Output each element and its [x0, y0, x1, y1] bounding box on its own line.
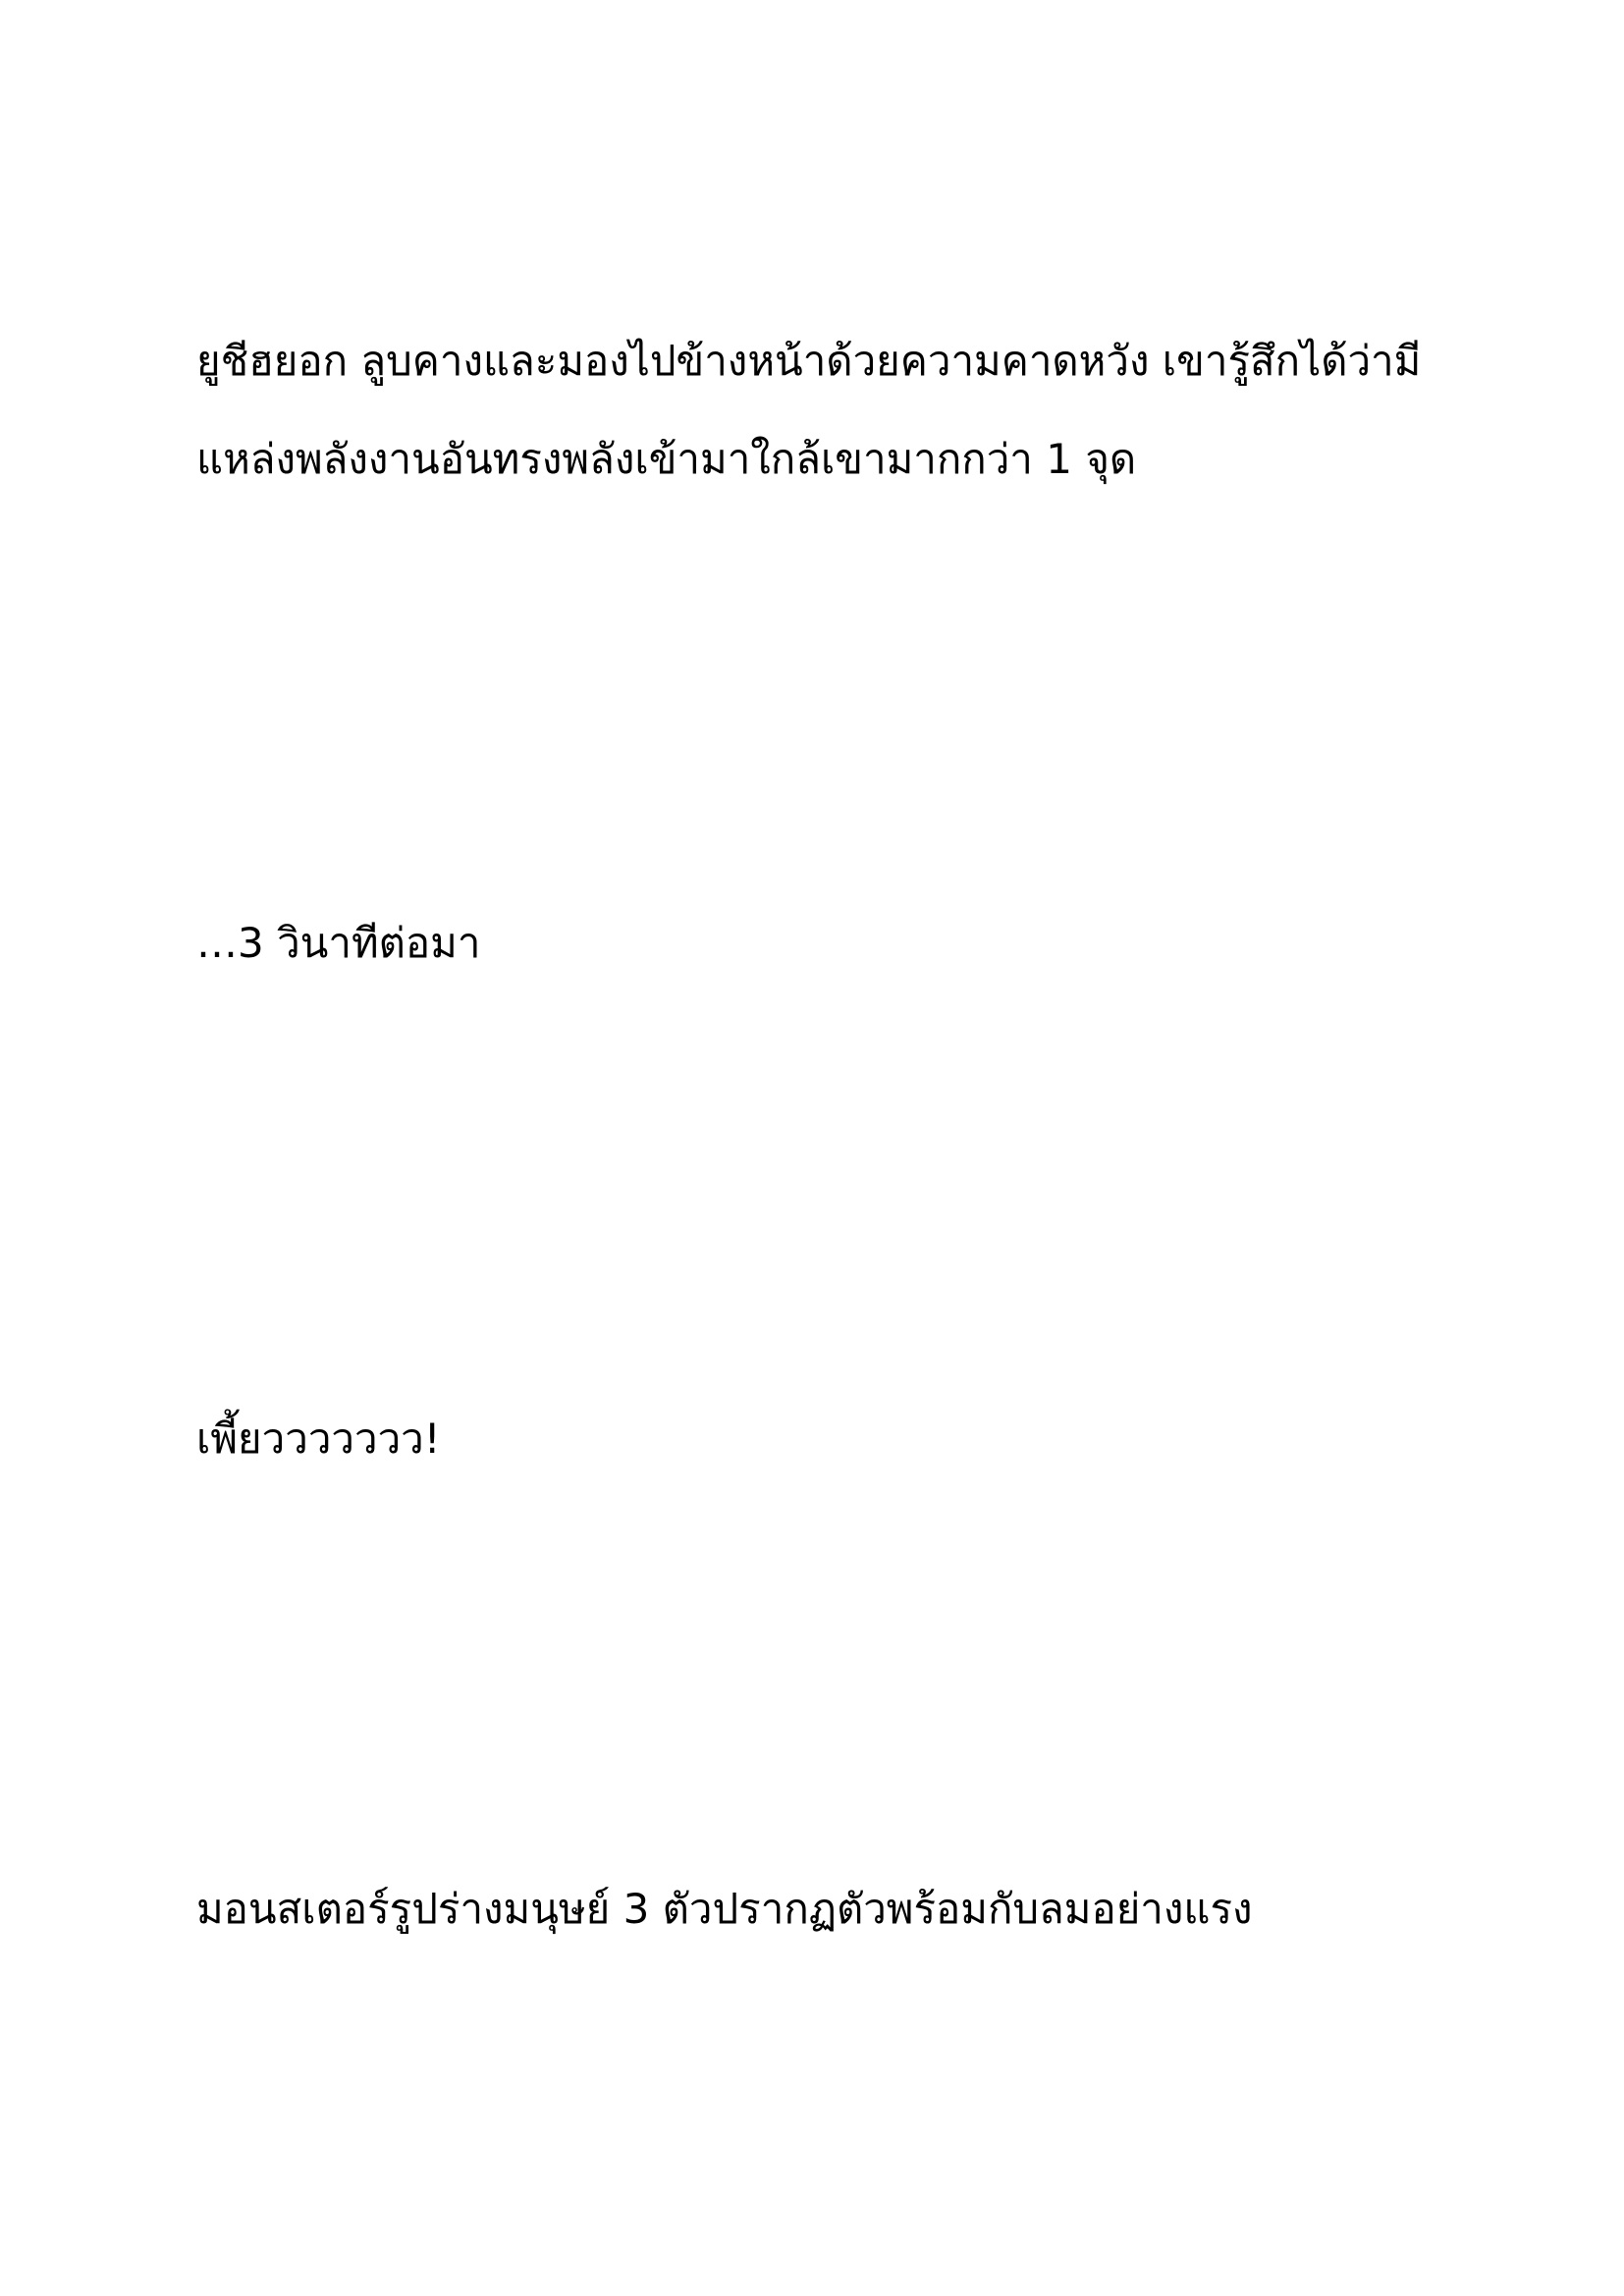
- paragraph-three-seconds-later: [196, 894, 1467, 992]
- paragraph-yu-chi-hyeok: [196, 312, 1467, 508]
- paragraph-line: ยูชีฮยอก ลูบคางและมองไปข้างหน้าด้วยความคาดหวัง เขารู้สึกได้ว่ามี: [196, 337, 1422, 385]
- paragraph-line: มอนสเตอร์รูปร่างมนุษย์ 3 ตัวปรากฏตัวพร้อมกับลมอย่างแรง: [196, 1885, 1253, 1933]
- paragraph-line: แหล่งพลังงานอันทรงพลังเข้ามาใกล้เขามากกว่า 1 จุด: [196, 435, 1137, 483]
- paragraph-sound-effect: [196, 1390, 1467, 1488]
- paragraph-line: …3 วินาทีต่อมา: [196, 919, 481, 967]
- paragraph-monsters-appear: [196, 1860, 1467, 1958]
- paragraph-line: เพี้ยววววววว!: [196, 1415, 441, 1463]
